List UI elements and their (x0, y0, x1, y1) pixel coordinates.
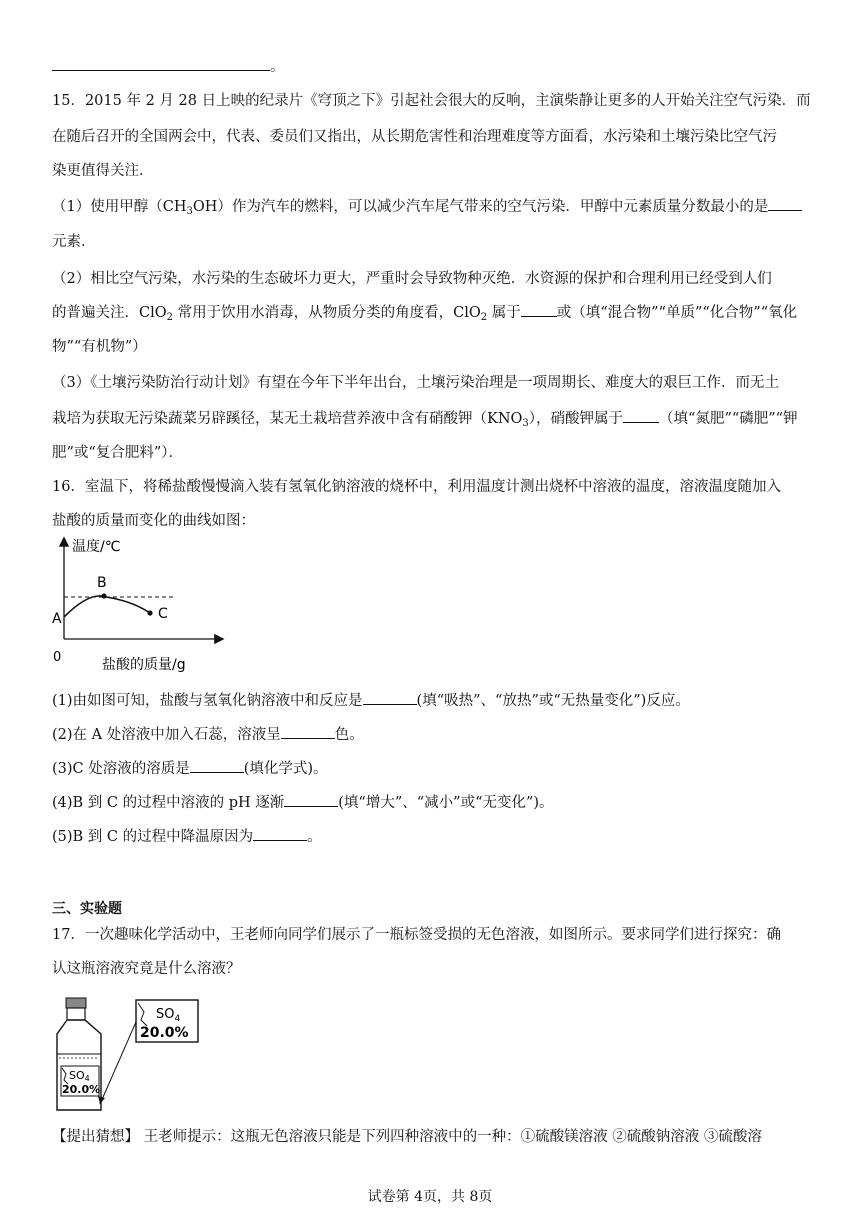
q16-line2: 盐酸的质量而变化的曲线如图： (52, 513, 255, 529)
q16-sub4: (4)B 到 C 的过程中溶液的 pH 逐渐 (填“增大”、“减小”或“无变化”)。 (52, 792, 808, 814)
answer-blank[interactable] (363, 690, 417, 705)
bottle-label-formula: SO4 (69, 1069, 90, 1083)
q15-part3: （3）《土壤污染防治行动计划》有望在今年下半年出台，土壤污染治理是一项周期长、难度大的艰巨工作．而无土 (52, 375, 779, 391)
callout-line (100, 1022, 136, 1104)
q16-sub1: (1)由如图可知，盐酸与氢氧化钠溶液中和反应是 (填“吸热”、“放热”或“无热量变化”)反应。 (52, 690, 808, 712)
page-footer: 试卷第 4页，共 8页 (367, 1189, 493, 1205)
q15-part1: （1）使用甲醇$(CH_3OH)$作为汽车的燃料，可以减少汽车尾气带来的空气污染．甲醇中元素质量分数最小的是 (52, 196, 808, 223)
q15-line2: 在随后召开的全国两会中，代表、委员们又指出，从长期危害性和治理难度等方面看，水污染和土壤污染比空气污 (52, 129, 777, 145)
enlarged-label-formula: $SO_4$ (156, 1007, 181, 1024)
q15-part3-line2: 栽培为获取无污染蔬菜另辟蹊径，某无土栽培营养液中含有硝酸钾$(KNO_3)$，硝酸钾属于 （填“氮肥”“磷肥”“钾 (52, 408, 808, 435)
point-c-label: C (158, 606, 168, 622)
section-title: 三、实验题 (52, 901, 122, 917)
answer-blank[interactable] (623, 408, 659, 423)
q16-sub5: (5)B 到 C 的过程中降温原因为 。 (52, 826, 808, 848)
q17-line1: 17．一次趣味化学活动中，王老师向同学们展示了一瓶标签受损的无色溶液，如图所示。要求同学们进行探究：确 (52, 927, 781, 943)
point-b-label: B (97, 575, 107, 591)
answer-blank[interactable] (521, 302, 557, 317)
q17-line2: 认这瓶溶液究竟是什么溶液？ (52, 961, 241, 977)
answer-blank[interactable] (281, 724, 335, 739)
point-a-label: A (52, 611, 62, 627)
q16-line1: 16．室温下，将稀盐酸慢慢滴入装有氢氧化钠溶液的烧杯中，利用温度计测出烧杯中溶液的温度，溶液温度随加入 (52, 479, 781, 495)
q15-part2-line2: 的普遍关注．ClO$_2$ 常用于饮用水消毒，从物质分类的角度看，ClO$_2$ 属于 或（填“混合物”“单质”“化合物”“氧化 (52, 302, 808, 329)
answer-blank[interactable] (284, 792, 338, 807)
temperature-graph (50, 535, 230, 675)
q17-guess: 【提出猜想】 王老师提示：这瓶无色溶液只能是下列四种溶液中的一种：①硫酸镁溶液 ②硫酸钠溶液 ③硫酸溶 (52, 1129, 762, 1145)
q15-line1: 15．2015 年 2 月 28 日上映的纪录片《穹顶之下》引起社会很大的反响，主演柴静让更多的人开始关注空气污染．而 (52, 93, 811, 109)
q16-sub3: (3)C 处溶液的溶质是 (填化学式)。 (52, 758, 808, 780)
bottle-cap (66, 998, 86, 1008)
point-b-dot (101, 593, 106, 598)
y-axis-label: 温度/℃ (72, 539, 121, 555)
q15-part2: （2）相比空气污染，水污染的生态破坏力更大，严重时会导致物种灭绝．水资源的保护和合理利用已经受到人们 (52, 271, 772, 287)
point-c-dot (147, 610, 152, 615)
answer-blank[interactable] (190, 758, 244, 773)
q15-part2-line3: 物”“有机物”） (52, 339, 147, 355)
enlarged-label-concentration: 20.0% (140, 1025, 189, 1041)
q15-part3-line3: 肥”或“复合肥料”）． (52, 445, 183, 461)
origin-label: 0 (53, 650, 62, 665)
answer-blank[interactable] (253, 826, 307, 841)
q16-sub2: (2)在 A 处溶液中加入石蕊，溶液呈 色。 (52, 724, 808, 746)
x-axis-label: 盐酸的质量/g (102, 657, 186, 673)
q15-part1-cont: 元素． (52, 234, 96, 250)
bottle-neck (67, 1008, 85, 1020)
reagent-bottle-figure (52, 994, 212, 1114)
answer-blank (52, 56, 270, 71)
temperature-curve (64, 596, 150, 617)
bottle-label-concentration: 20.0% (62, 1083, 101, 1096)
previous-answer-line: 。 (52, 56, 808, 78)
answer-blank[interactable] (768, 196, 802, 211)
q15-line3: 染更值得关注． (52, 163, 154, 179)
